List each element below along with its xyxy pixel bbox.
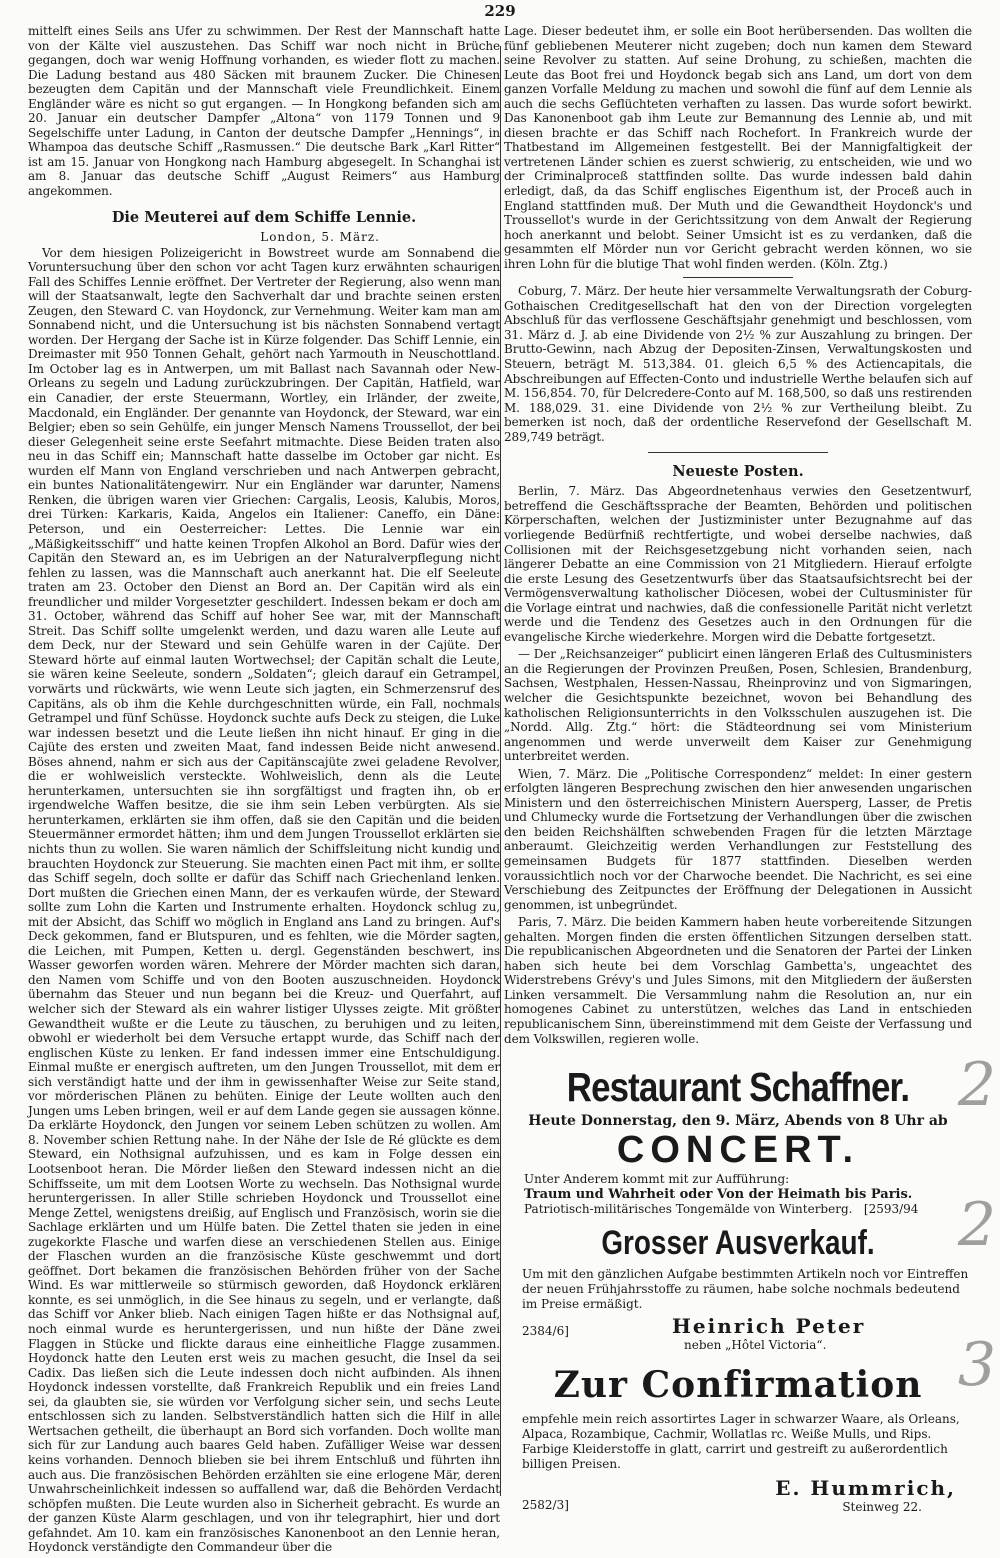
ad-date-line: Heute Donnerstag, den 9. März, Abends von 8 Uhr ab	[528, 1113, 948, 1130]
news-headline: Neueste Posten.	[672, 463, 804, 481]
ad-grosser-ausverkauf	[504, 1224, 972, 1356]
ad-firm-name: Heinrich Peter	[672, 1314, 866, 1339]
ad-program-title: Traum und Wahrheit oder Von der Heimath bis Paris.	[524, 1187, 913, 1203]
ad-title: Zur Confirmation	[553, 1364, 923, 1407]
ad-confirmation	[504, 1364, 972, 1515]
ad-concert: CONCERT.	[616, 1129, 860, 1172]
handwritten-mark: 3	[957, 1330, 996, 1400]
ad-title: Grosser Ausverkauf.	[601, 1224, 875, 1263]
ad-title: Restaurant Schaffner.	[566, 1064, 910, 1111]
handwritten-mark: 2	[957, 1190, 996, 1260]
divider	[683, 277, 793, 278]
ad-address: neben „Hôtel Victoria“.	[684, 1338, 827, 1353]
ad-program-subtitle	[524, 1202, 972, 1216]
article-body: Vor dem hiesigen Polizeigericht in Bowstreet wurde am Sonnabend die Voruntersuchung über den schon vor acht Tagen kurz erwähnten schaurigen Fall des Schiffes Lennie eröffnet. Der Vertreter der Regierung, also wenn man will der Staatsanwalt, legte den Sachverhalt dar und brachte seinen ersten Zeugen, den Steward C. van Hoydonck, zur Vernehmung. Weiter kam man am Sonnabend nicht, und die Untersuchung ist bis nächsten Sonnabend vertagt worden. Der Hergang der Sache ist in Kürze folgender. Das Schiff Lennie, ein Dreimaster mit 950 Tonnen Gehalt, gehört nach Yarmouth in Neuschottland. Im October lag es in Antwerpen, um mit Ballast nach Savannah oder New-Orleans zu segeln und Ladung zurückzubringen. Der Capitän, Hatfield, war ein Canadier, der erste Steuermann, Wortley, ein Irländer, der zweite, Macdonald, ein Engländer. Der genannte van Hoydonck, der Steward, war ein Belgier; eben so sein Gehülfe, ein junger Mensch Namens Troussellot, der bei dieser Gelegenheit seine erste Seefahrt mitmachte. Diese Beiden traten also neu in das Schiff ein; Mannschaft hatte dasselbe im October gar nicht. Es wurden elf Mann von England verschrieben und nach Antwerpen gebracht, ein buntes Nationalitätengewirr. Nur ein Engländer war darunter, Namens Renken, die übrigen waren vier Griechen: Cargalis, Leosis, Kalubis, Moros, drei Türken: Karkaris, Kaida, Angelos ein Italiener: Caneffo, ein Däne: Peterson, und ein Oesterreicher: Lettes. Die Lennie war ein „Mäßigkeitsschiff“ und hatte keinen Tropfen Alkohol an Bord. Dafür wies der Capitän den Steward an, es im Uebrigen an der Naturalverpflegung nicht fehlen zu lassen, was die Mannschaft auch anerkannt hat. Die elf Seeleute traten am 23. October den Dienst an Bord an. Der Capitän wird als ein freundlicher und milder Vorgesetzter geschildert. Indessen bekam er doch am 31. October, während das Schiff auf hoher See war, mit der Mannschaft Streit. Das Schiff sollte umgelenkt werden, und dazu waren alle Leute auf dem Deck, nur der Steward und sein Gehülfe waren in der Cajüte. Der Steward hörte auf einmal lauten Wortwechsel; der Capitän schalt die Leute, sie wären keine Seeleute, sondern „Soldaten“; gleich darauf ein Getrampel, vorwärts und rückwärts, wie wenn Leute sich jagten, ein Schmerzensruf des Capitäns, als ob ihm die Kehle durchgeschnitten würde, ein Fall, nochmals Getrampel und fünf Schüsse. Hoydonck suchte aufs Deck zu steigen, die Luke war indessen besetzt und die Leute ließen ihn nicht hinauf. Er ging in die Cajüte des ersten und zweiten Maat, fand indessen Beide nicht anwesend. Böses ahnend, nahm er sich aus der Capitänscajüte zwei geladene Revolver, die er wohlweislich versteckte. Wohlweislich, denn als die Leute herunterkamen, untersuchten sie ihn sorgfältigst und fragten ihn, ob er irgendwelche Waffen besitze, die sie ihm sein Leben verbürgten. Als sie herunterkamen, erklärten sie ihm offen, daß sie den Capitän und die beiden Steuermänner ermordet hätten; ihm und dem Jungen Troussellot erklärten sie nichts thun zu wollen. Sie waren nämlich der Schiffsleitung nicht kundig und brauchten Hoydonck zur Steuerung. Sie machten einen Pact mit ihm, er sollte das Schiff segeln, doch sollte er dafür das Schiff nach Griechenland lenken. Dort mußten die Griechen einen Mann, der es verkaufen würde, der Steward sollte zum Lohn die Karten und Instrumente erhalten. Hoydonck schlug zu, mit der Absicht, das Schiff wo möglich in England ans Land zu bringen. Auf's Deck gekommen, fand er Blutspuren, und es fehlten, wie die Mörder sagten, die Leichen, mit Pumpen, Ketten u. dergl. Gegenständen beschwert, ins Wasser geworfen worden wären. Mehrere der Mörder machten sich daran, den Namen vom Schiffe und von den Booten auszuschneiden. Hoydonck übernahm das Steuer und nun begann bei die Kreuz- und Querfahrt, auf welcher sich der Steward als ein wahrer listiger Ulysses zeigte. Mit größter Gewandtheit wußte er die Leute zu täuschen, zu beruhigen und zu leiten, obwohl er wiederholt bei dem Versuche ertappt wurde, das Schiff nach der englischen Küste zu lenken. Er fand indessen immer eine Entschuldigung. Einmal mußte er energisch auftreten, um den Jungen Troussellot, mit dem er sich verständigt hatte und der ihm in gewissenhafter Weise zur Seite stand, vor mörderischen Plänen zu behüten. Einige der Leute wollten auch den Jungen ums Leben bringen, weil er auf dem Lande gegen sie aussagen könne. Da erklärte Hoydonck, den Jungen vor seinem Leben schützen zu wollen. Am 8. November schien Rettung nahe. In der Nähe der Isle de Ré glückte es dem Steward, ein Nothsignal aufzuhissen, und es kam in Folge dessen ein Lootsenboot heran. Die Mörder ließen den Steward indessen nicht an die Schiffsseite, um mit dem Lootsen Worte zu wechseln. Das Nothsignal wurde heruntergerissen. In aller Stille schrieben Hoydonck und Troussellot eine Menge Zettel, wenigstens dreißig, auf Englisch und Französisch, worin sie die Sachlage erklärten und um Hülfe baten. Die Zettel thaten sie jeden in eine zugekorkte Flasche und warfen diese an verschiedenen Stellen aus. Einige der Flaschen wurden an die französische Küste geschwemmt und dort geöffnet. Dort bekamen die französischen Behörden früher von der Sache Wind. Es war mittlerweile so stürmisch geworden, daß Hoydonck erklären konnte, es sei unmöglich, in die See hinaus zu segeln, und er verlangte, daß das Schiff vor Anker blieb. Nach einigen Tagen hißte er das Nothsignal auf, noch einmal wurde es heruntergerissen, und nun hißte der Däne zwei Flaggen in Stücke und flickte daraus eine einheitliche Flagge zusammen. Hoydonck hatte den Leuten erst weis zu machen gesucht, die Insel da sei Cadix. Das ließen sich die Leute indessen doch nicht aufbinden. Als ihnen Hoydonck indessen vorstellte, daß Frankreich Republik und ein freies Land sei, da glaubten sie, sie würden vor Verfolgung sicher sein, und sechs Leute entschlossen sich zu landen. Selbstverständlich hatten sich die Hilf in alle Wertsachen getheilt, die überhaupt an Bord sich vorfanden. Doch wollte man sich für zur Landung auch baares Geld haben. Zufälliger Weise war dessen keins vorhanden. Dennoch blieben sie bei ihrem Entschluß und führten ihn auch aus. Die französischen Behörden erzählten sie eine erlogene Mär, deren Unwahrscheinlichkeit indessen so auffallend war, daß die Behörden Verdacht schöpfen mußten. Die Leute wurden also in Sicherheit gebracht. Es wurde an der ganzen Küste Alarm geschlagen, und von ihr telegraphirt, hier und dort gefahndet. Am 10. kam ein französisches Kanonenboot an den Lennie heran, Hoydonck verständigte den Commandeur über die	[28, 245, 500, 1555]
ad-text: Um mit den gänzlichen Aufgabe bestimmten Artikeln noch vor Eintreffen der neuen Frühjahrsstoffe zu räumen, habe solche nochmals bedeutend im Preise ermäßigt.	[522, 1267, 969, 1312]
ad-code: 2384/6]	[522, 1324, 569, 1339]
divider	[648, 452, 828, 453]
article-headline: Die Meuterei auf dem Schiffe Lennie.	[111, 208, 417, 226]
article-continuation: Lage. Dieser bedeutet ihm, er solle ein Boot herübersenden. Das wollten die fünf gebliebenen Meuterer nicht zugeben; doch nun kamen dem Steward seine Revolver zu statten. Auf seine Drohung, zu schießen, machten die Leute das Boot frei und Hoydonck begab sich ans Land, um dort von dem ganzen Vorfalle Meldung zu machen und sowohl die fünf auf dem Lennie als auch die sechs Geflüchteten verhaften zu lassen. Das wurde sofort bewirkt. Das Kanonenboot gab ihm Leute zur Bemannung des Lennie ab, und mit diesen brachte er das Schiff nach Rochefort. In Frankreich wurde der Thatbestand im Allgemeinen festgestellt. Bei der Mannigfaltigkeit der vertretenen Länder schien es zuerst schwierig, zu entscheiden, wie und wo der Criminalproceß stattfinden sollte. Das wurde indessen bald dahin erledigt, daß, da das Schiff englisches Eigenthum ist, der Proceß auch in England stattfinden muß. Der Muth und die Gewandtheit Hoydonck's und Troussellot's wurde in der Gerichtssitzung von dem Anwalt der Regierung hoch anerkannt und belobt. Seiner Umsicht ist es zu verdanken, daß die gesammten elf Mörder nun vor Gericht gebracht werden können, wo sie ihren Lohn für die blutige That wohl finden werden. (Köln. Ztg.)	[504, 24, 972, 271]
article-dateline: London, 5. März.	[260, 229, 380, 244]
ad-restaurant-schaffner	[504, 1064, 972, 1216]
ad-code: 2582/3]	[522, 1498, 569, 1513]
ad-code: [2593/94	[863, 1202, 919, 1217]
handwritten-mark: 2	[957, 1050, 996, 1120]
news-berlin: Berlin, 7. März. Das Abgeordnetenhaus verwies den Gesetzentwurf, betreffend die Geschäftssprache der Beamten, Behörden und politischen Körperschaften, welchen der Justizminister unter Bezugnahme auf das vorliegende Bedürfniß rechtfertigte, und wobei derselbe nachwies, daß Collisionen mit der Reichsgesetzgebung nicht vorhanden seien, nach längerer Debatte an eine Commission von 21 Mitgliedern. Hierauf erfolgte die erste Lesung des Gesetzentwurfs über das Staatsaufsichtsrecht bei der Vermögensverwaltung katholischer Diöcesen, wobei der Cultusminister für die Vorlage eintrat und nachwies, daß die confessionelle Parität nicht verletzt werde und die Tendenz des Gesetzes auch in den Ordnungen für die evangelische Kirche wiederkehre. Morgen wird die Debatte fortgesetzt.	[504, 484, 972, 644]
ad-footer	[504, 1316, 972, 1356]
coburg-report: Coburg, 7. März. Der heute hier versammelte Verwaltungsrath der Coburg-Gothaischen Creditgesellschaft hat den von der Direction vorgelegten Abschluß für das verflossene Geschäftsjahr genehmigt und beschlossen, vom 31. März d. J. ab eine Dividende von 2½ % zur Auszahlung zu bringen. Der Brutto-Gewinn, nach Abzug der Depositen-Zinsen, Verwaltungskosten und Steuern, beträgt M. 513,384. 01. gleich 6,5 % des Actiencapitals, die Abschreibungen auf Effecten-Conto und industrielle Werthe belaufen sich auf M. 156,854. 70, für Delcredere-Conto auf M. 168,500, so daß uns restirenden M. 188,029. 31. eine Dividende von 2½ % zur Vertheilung bleibt. Zu bemerken ist noch, daß der ordentliche Reservefond der Gesellschaft M. 289,749 beträgt.	[504, 284, 972, 444]
news-reichsanzeiger: — Der „Reichsanzeiger“ publicirt einen längeren Erlaß des Cultusministers an die Regierungen der Provinzen Preußen, Posen, Schlesien, Brandenburg, Sachsen, Westphalen, Hessen-Nassau, Rheinprovinz und von Sigmaringen, welcher die Gesichtspunkte bezeichnet, wovon bei Behandlung des katholischen Religionsunterrichts in den Volksschulen auszugehen ist. Die „Nordd. Allg. Ztg.“ hört: die Städteordnung sei vom Ministerium angenommen und werde unverweilt dem Kaiser zur Genehmigung unterbreitet werden.	[504, 647, 972, 764]
ad-text: empfehle mein reich assortirtes Lager in schwarzer Waare, als Orleans, Alpaca, Rozambique, Cachmir, Wollatlas rc. Weiße Mulls, und Rips.	[522, 1412, 960, 1442]
ad-address: Steinweg 22.	[842, 1500, 922, 1515]
page-number: 229	[484, 2, 516, 20]
news-paris: Paris, 7. März. Die beiden Kammern haben heute vorbereitende Sitzungen gehalten. Morgen finden die ersten öffentlichen Sitzungen derselben statt. Die republicanischen Abgeordneten und die Senatoren der Partei der Linken haben sich heute bei dem Vorschlag Gambetta's, ungeachtet des Widerstrebens Grévy's und Jules Simons, mit den Mitgliedern der äußersten Linken versammelt. Die Versammlung nahm die Resolution an, nur ein homogenes Cabinet zu unterstützen, welches das Land in entschieden republicanischem Sinn, übereinstimmend mit dem Geiste der Verfassung und dem Volkswillen, regieren wolle.	[504, 915, 972, 1046]
right-column	[504, 24, 972, 1515]
ad-text-2: Farbige Kleiderstoffe in glatt, carrirt und gestreift zu außerordentlich billigen Preisen.	[522, 1442, 948, 1472]
ad-program-desc: Patriotisch-militärisches Tongemälde von Winterberg.	[524, 1202, 853, 1217]
column-rule	[500, 46, 501, 1496]
left-column	[28, 24, 500, 1558]
ad-firm-name: E. Hummrich,	[775, 1476, 956, 1501]
ad-program-intro: Unter Anderem kommt mit zur Aufführung:	[524, 1172, 790, 1187]
intro-paragraph: mittelft eines Seils ans Ufer zu schwimmen. Der Rest der Mannschaft hatte von der Kälte viel auszustehen. Das Schiff war noch nicht in Brüche gegangen, doch war wenig Hoffnung vorhanden, es wieder flott zu machen. Die Ladung bestand aus 480 Säcken mit braunem Zucker. Die Chinesen bezeugten dem Capitän und der Mannschaft viele Freundlichkeit. Einem Engländer wäre es nicht so gut ergangen. — In Hongkong befanden sich am 20. Januar ein deutscher Dampfer „Altona“ von 1179 Tonnen und 9 Segelschiffe unter Ladung, in Canton der deutsche Dampfer „Hennings“, in Whampoa das deutsche Schiff „Rasmussen.“ Die deutsche Bark „Karl Ritter“ ist am 15. Januar von Hongkong nach Hamburg abgesegelt. In Schanghai ist am 8. Januar das deutsche Schiff „August Reimers“ aus Hamburg angekommen.	[28, 24, 500, 199]
news-wien: Wien, 7. März. Die „Politische Correspondenz“ meldet: In einer gestern erfolgten längeren Besprechung zwischen den hier anwesenden ungarischen Ministern und den österreichischen Ministern Auersperg, Lasser, de Pretis und Chlumecky wurde die Fortsetzung der Verhandlungen über die zwischen den beiden Reichshälften schwebenden Fragen für die letzten Märztage anberaumt. Gleichzeitig werden Verhandlungen zur Feststellung des gemeinsamen Budgets für 1877 stattfinden. Dieselben werden voraussichtlich noch vor der Charwoche beendet. Die Nachricht, es sei eine Verschiebung des Zeitpunctes der Eröffnung der Delegationen in Aussicht genommen, ist unbegründet.	[504, 766, 972, 912]
